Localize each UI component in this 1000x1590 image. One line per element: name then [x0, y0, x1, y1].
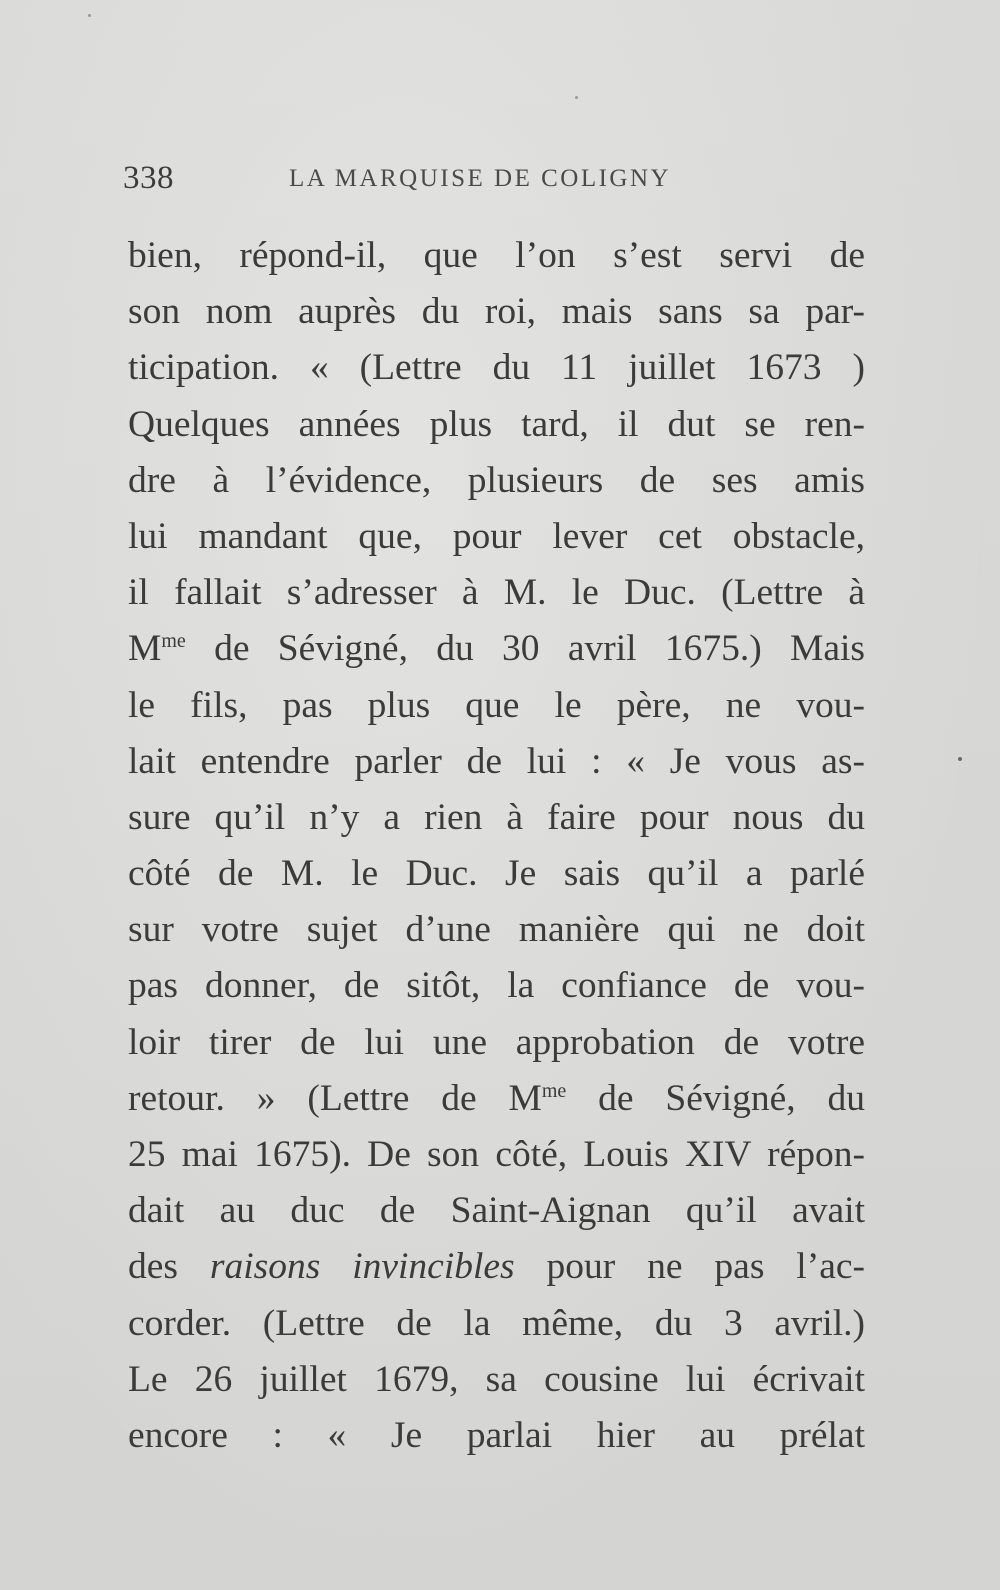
- text-line: sure qu’il n’y a rien à faire pour nous du: [128, 796, 865, 838]
- superscript: me: [161, 630, 186, 653]
- text-line: retour. » (Lettre de $M^{me}$ de Sévigné, du: [128, 1077, 865, 1119]
- text-line: il fallait s’adresser à M. le Duc. (Lettre à: [128, 572, 865, 614]
- text-line: lui mandant que, pour lever cet obstacle,: [128, 515, 865, 557]
- text-line: $M^{me}$ de Sévigné, du 30 avril 1675.) Mais: [128, 628, 865, 670]
- paper-speck: [575, 96, 578, 99]
- text-line: pas donner, de sitôt, la confiance de vou-: [128, 965, 865, 1007]
- text-line: son nom auprès du roi, mais sans sa par-: [128, 291, 865, 333]
- body-text: [128, 228, 865, 1464]
- text-line: côté de M. le Duc. Je sais qu’il a parlé: [128, 853, 865, 895]
- text-line: sur votre sujet d’une manière qui ne doit: [128, 909, 865, 951]
- text-line: Le 26 juillet 1679, sa cousine lui écrivait: [128, 1358, 865, 1400]
- page-number: 338: [123, 160, 174, 196]
- text-line: loir tirer de lui une approbation de votre: [128, 1021, 865, 1063]
- text-line: dre à l’évidence, plusieurs de ses amis: [128, 459, 865, 501]
- text-line: lait entendre parler de lui : « Je vous as-: [128, 740, 865, 782]
- italic-phrase: raisons invincibles: [209, 1246, 515, 1288]
- paper-speck: [88, 14, 91, 17]
- text-line: 25 mai 1675). De son côté, Louis XIV répon-: [128, 1134, 865, 1175]
- text-line: bien, répond-il, que l’on s’est servi de: [128, 235, 865, 276]
- page-header: [123, 160, 703, 200]
- running-title: LA MARQUISE DE COLIGNY: [289, 165, 672, 192]
- paper-speck: [958, 757, 962, 761]
- text-line: ticipation. « (Lettre du 11 juillet 1673 ): [128, 347, 865, 389]
- superscript: me: [541, 1079, 567, 1102]
- text-line: Quelques années plus tard, il dut se ren-: [128, 403, 865, 445]
- text-line: dait au duc de Saint-Aignan qu’il avait: [128, 1190, 865, 1232]
- text-line: le fils, pas plus que le père, ne vou-: [128, 684, 865, 726]
- text-line: corder. (Lettre de la même, du 3 avril.): [128, 1302, 865, 1344]
- text-line: des raisons invincibles pour ne pas l’ac-: [128, 1246, 865, 1288]
- text-line: encore : « Je parlai hier au prélat: [128, 1414, 865, 1456]
